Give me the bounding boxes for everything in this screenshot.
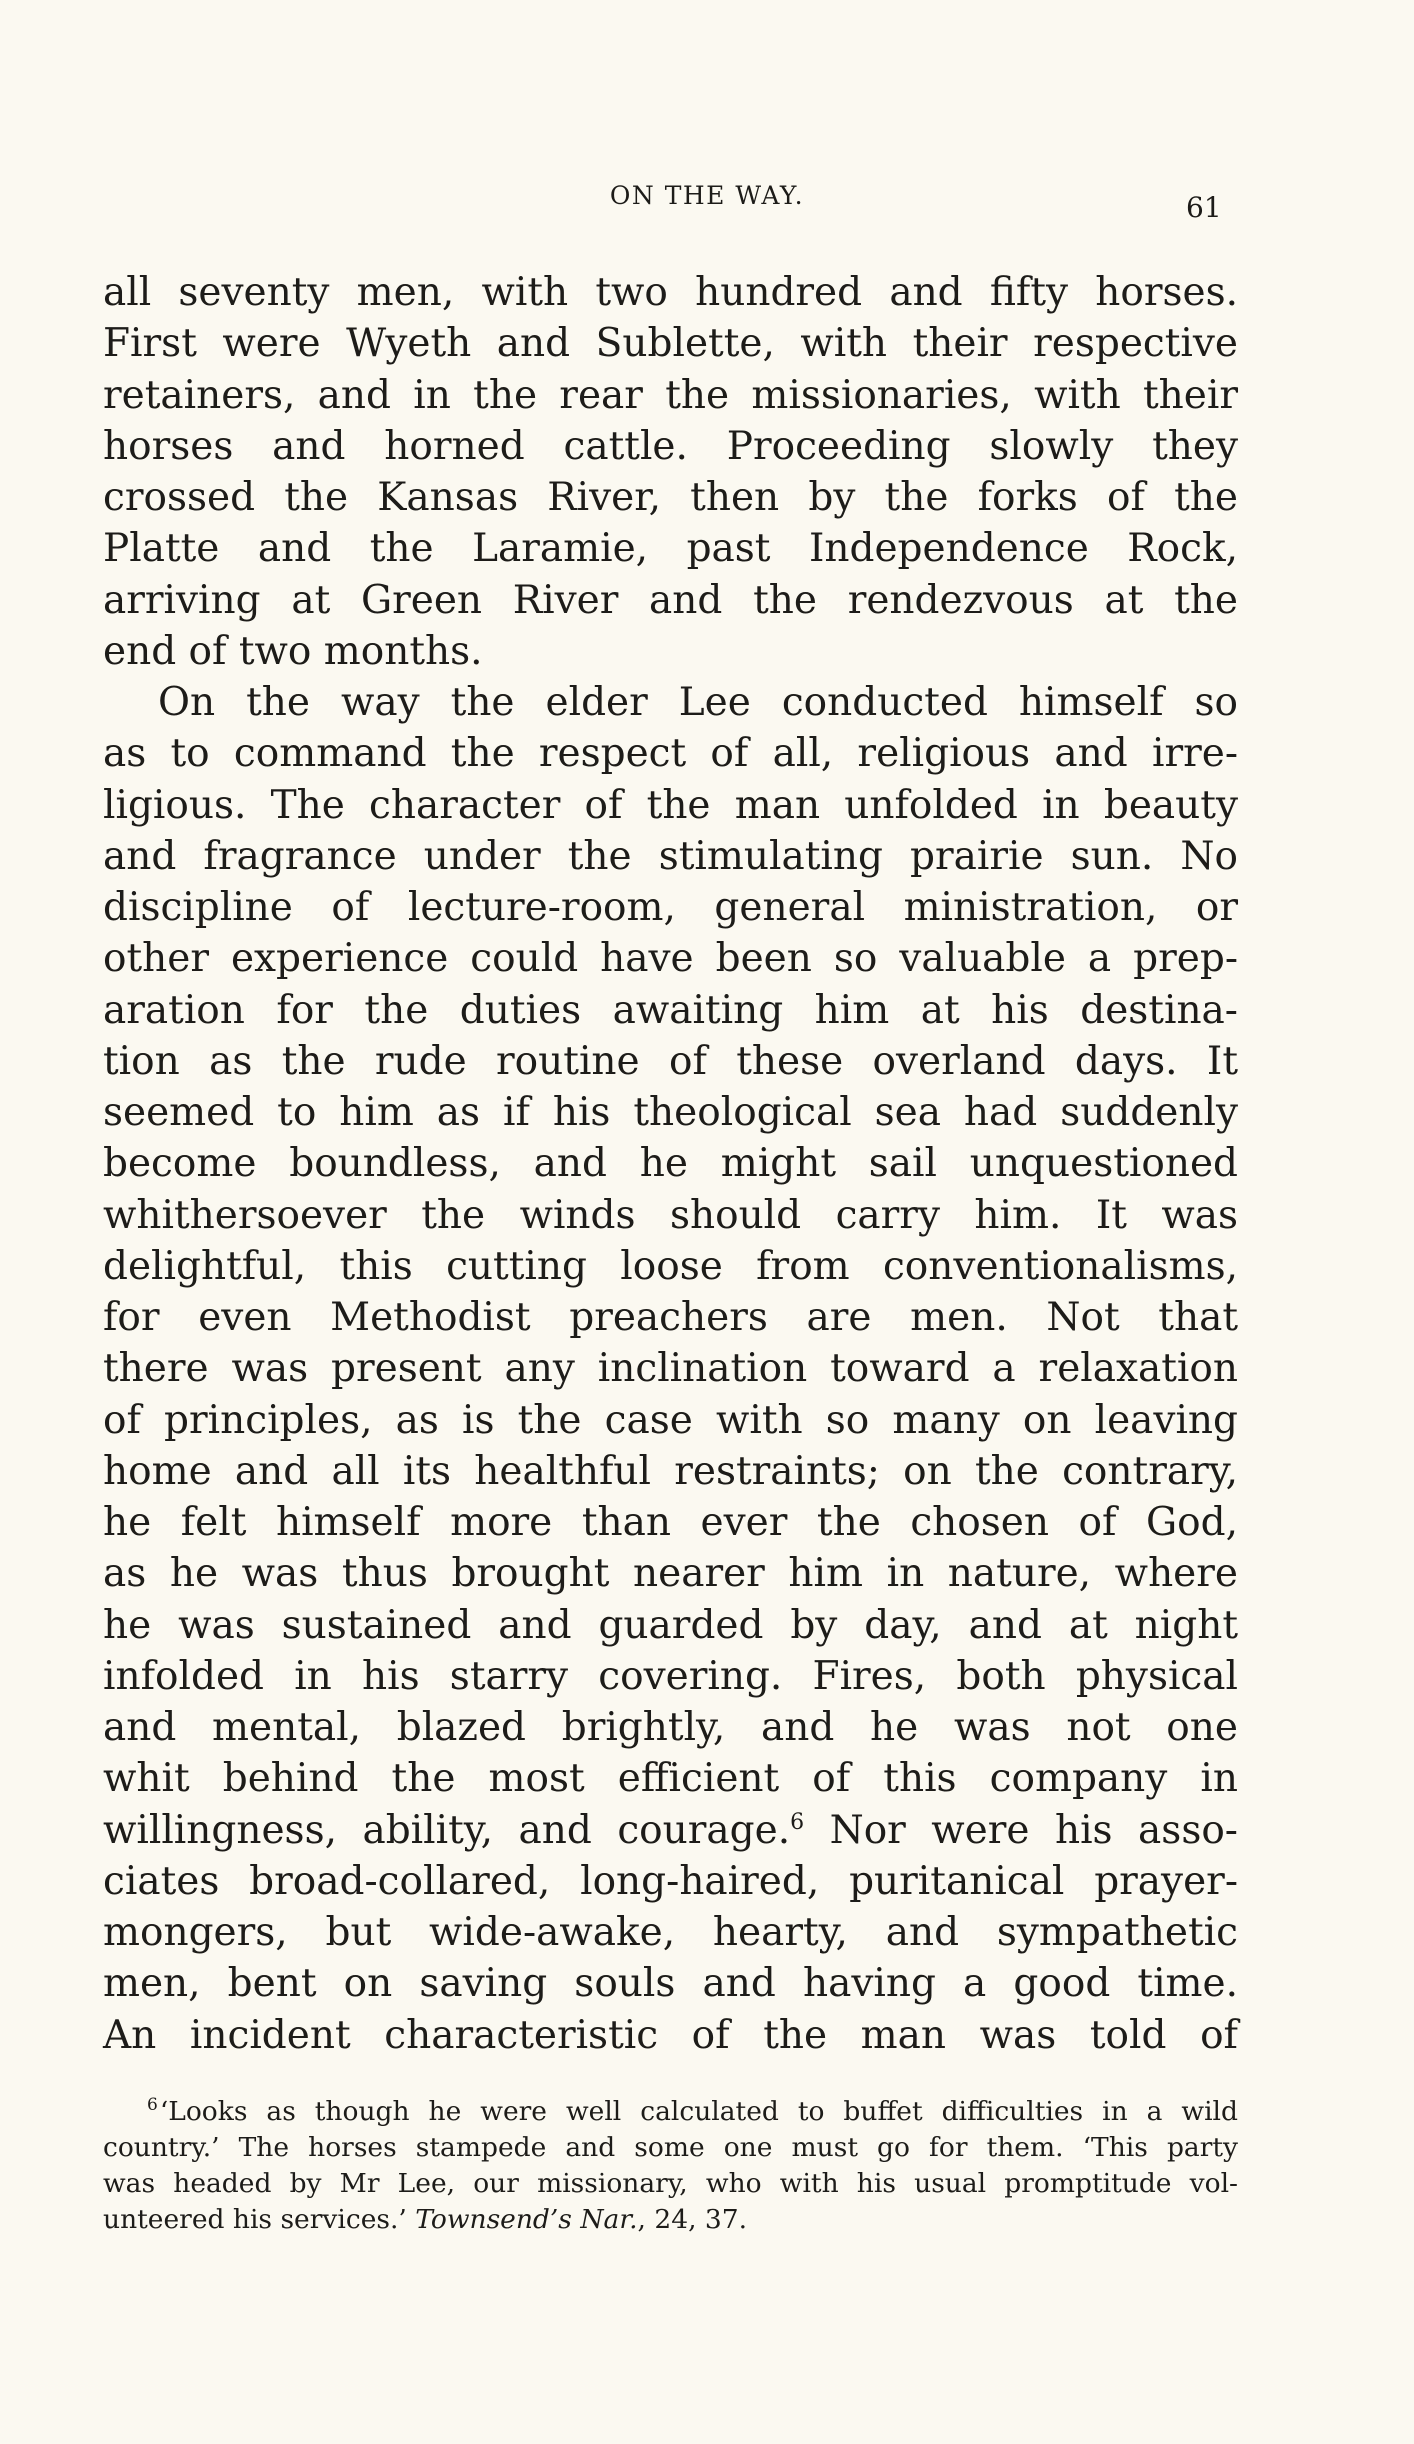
footnote-text: unteered his services.’ — [103, 2204, 416, 2235]
body-line: infolded in his starry covering. Fires, both physical — [103, 1653, 1238, 1699]
body-line-tail: Nor were his asso- — [804, 1807, 1238, 1853]
running-head-title: ON THE WAY. — [609, 181, 805, 210]
body-line: and fragrance under the stimulating prairie sun. No — [103, 833, 1238, 879]
body-line: horses and horned cattle. Proceeding slowly they — [103, 423, 1238, 469]
body-line: for even Methodist preachers are men. Not that — [103, 1295, 1238, 1340]
body-line: all seventy men, with two hundred and fifty horses. — [103, 270, 1238, 315]
page-number: 61 — [1186, 191, 1222, 224]
body-line-with-footnote-ref — [103, 1805, 1238, 1856]
footnote-line: was headed by Mr Lee, our missionary, who with his usual promptitude vol- — [103, 2168, 1238, 2199]
body-line: he was sustained and guarded by day, and at night — [103, 1602, 1238, 1648]
body-line: On the way the elder Lee conducted himself so — [158, 680, 1238, 725]
footnote-text: ‘Looks as though he were well calculated to buffet difficulties in a wild — [159, 2096, 1238, 2127]
body-line: aration for the duties awaiting him at his destina- — [103, 987, 1238, 1033]
body-line: tion as the rude routine of these overland days. It — [103, 1038, 1238, 1084]
body-line: crossed the Kansas River, then by the forks of the — [103, 475, 1238, 520]
body-line: end of two months. — [103, 628, 483, 674]
footnote-line — [103, 2094, 1238, 2130]
body-line: arriving at Green River and the rendezvous at the — [103, 577, 1238, 623]
body-line: as to command the respect of all, religious and irre- — [103, 731, 1238, 777]
footnote-marker: 6 — [147, 2095, 158, 2116]
body-line: Platte and the Laramie, past Independence Rock, — [103, 526, 1238, 572]
footnote-line: country.’ The horses stampede and some one must go for them. ‘This party — [103, 2132, 1238, 2163]
body-line: and mental, blazed brightly, and he was not one — [103, 1705, 1238, 1750]
body-line: of principles, as is the case with so many on leaving — [103, 1397, 1238, 1443]
body-line-head: willingness, ability, and courage. — [103, 1807, 791, 1853]
body-line: retainers, and in the rear the missionaries, with their — [103, 372, 1238, 418]
running-head — [0, 176, 1414, 224]
body-line: whit behind the most efficient of this company in — [103, 1756, 1238, 1802]
body-text — [103, 267, 1238, 2061]
body-line: whithersoever the winds should carry him. It was — [103, 1192, 1238, 1238]
footnote-citation-pages: , 24, 37. — [637, 2204, 748, 2235]
footnote-reference[interactable]: 6 — [790, 1809, 805, 1835]
body-line: delightful, this cutting loose from conventionalisms, — [103, 1243, 1238, 1289]
body-line: other experience could have been so valuable a prep- — [103, 936, 1238, 982]
body-line: mongers, but wide-awake, hearty, and sympathetic — [103, 1910, 1238, 1955]
body-line: there was present any inclination toward a relaxation — [103, 1346, 1238, 1392]
body-line: home and all its healthful restraints; on the contrary, — [103, 1448, 1238, 1494]
body-line: seemed to him as if his theological sea had suddenly — [103, 1090, 1238, 1135]
body-line: ligious. The character of the man unfolded in beauty — [103, 782, 1238, 828]
body-line: become boundless, and he might sail unquestioned — [103, 1141, 1238, 1187]
body-line: ciates broad-collared, long-haired, puritanical prayer- — [103, 1858, 1238, 1904]
body-line: First were Wyeth and Sublette, with their respective — [103, 321, 1238, 367]
footnote-citation: Townsend’s Nar. — [415, 2204, 638, 2235]
body-line: men, bent on saving souls and having a good time. — [103, 1961, 1238, 2007]
footnote-line — [103, 2202, 1238, 2238]
footnotes — [103, 2094, 1238, 2238]
body-line: discipline of lecture-room, general ministration, or — [103, 885, 1238, 930]
body-line: as he was thus brought nearer him in nature, where — [103, 1551, 1238, 1597]
body-line: An incident characteristic of the man was told of — [103, 2012, 1238, 2058]
body-line: he felt himself more than ever the chosen of God, — [103, 1500, 1238, 1545]
